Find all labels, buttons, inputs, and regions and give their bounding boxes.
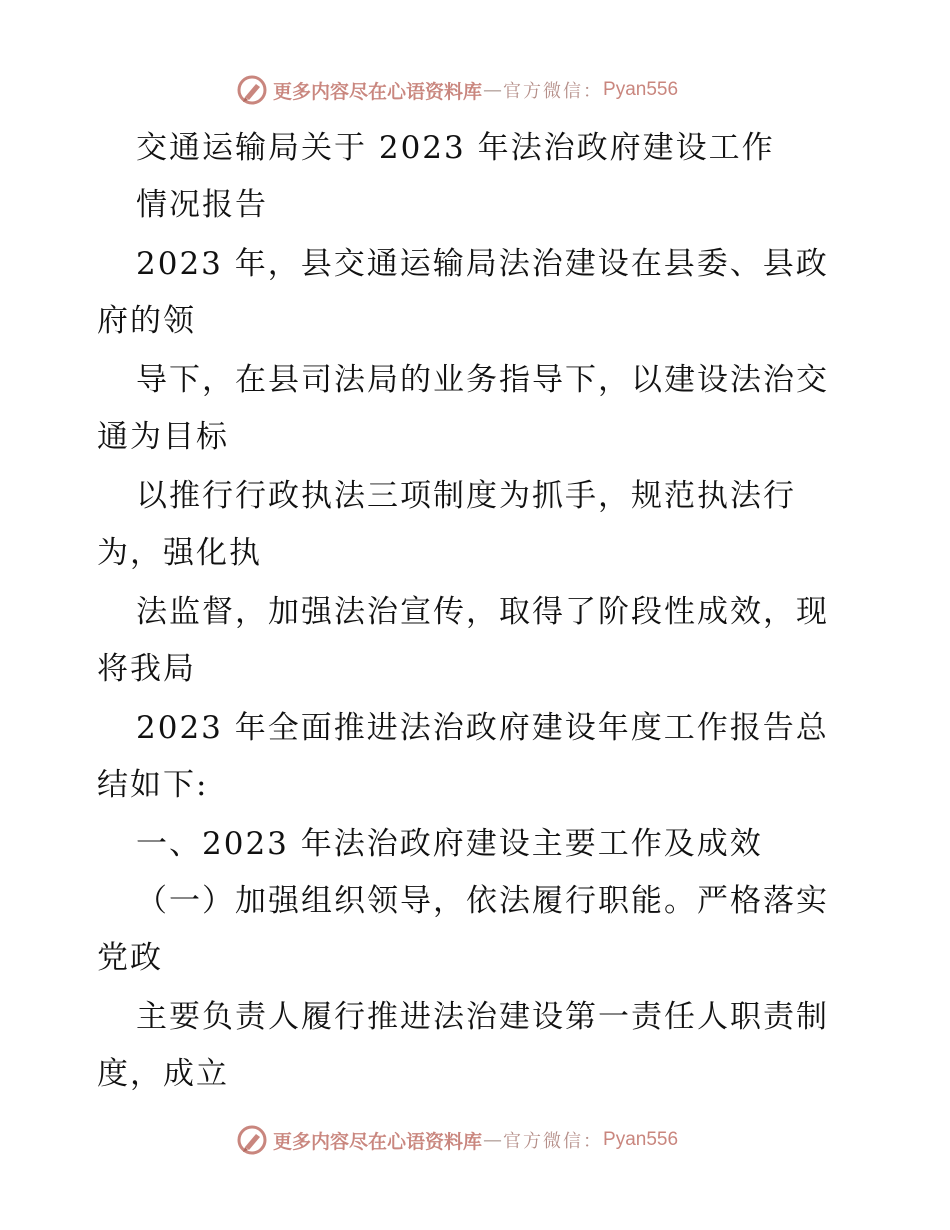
watermark-wechat-label: 官方微信： — [503, 1131, 604, 1152]
footer-watermark — [236, 1123, 678, 1157]
paragraph-line: 2023 年，县交通运输局法治建设在县委、县政 — [136, 246, 829, 282]
paragraph-line: 以推行行政执法三项制度为抓手，规范执法行 — [136, 478, 796, 514]
watermark-site-text: 更多内容尽在心语资料库 — [273, 1130, 483, 1153]
watermark-dash: — — [483, 1129, 503, 1151]
paragraph-line: 导下，在县司法局的业务指导下，以建设法治交 — [136, 362, 829, 398]
paragraph-line: 府的领 — [97, 303, 196, 339]
paragraph-line: 主要负责人履行推进法治建设第一责任人职责制 — [136, 999, 829, 1035]
paragraph-line: 法监督，加强法治宣传，取得了阶段性成效，现 — [136, 594, 829, 630]
paragraph-line: 为，强化执 — [97, 535, 262, 571]
paragraph-line: 通为目标 — [97, 419, 229, 455]
paragraph-line: 2023 年全面推进法治政府建设年度工作报告总 — [136, 710, 829, 746]
watermark-wechat-id: Pyan556 — [603, 1129, 679, 1150]
paragraph-line: 党政 — [97, 940, 163, 976]
watermark-dash: — — [483, 79, 503, 101]
paragraph-line: 结如下: — [97, 767, 209, 803]
section-heading: 一、2023 年法治政府建设主要工作及成效 — [136, 826, 763, 862]
subsection-line: （一）加强组织领导，依法履行职能。严格落实 — [136, 883, 829, 919]
title-line-1: 交通运输局关于 2023 年法治政府建设工作 — [136, 130, 775, 166]
title-line-2: 情况报告 — [136, 187, 268, 223]
pen-circle-logo-icon — [236, 74, 268, 106]
pen-circle-logo-icon — [236, 1124, 268, 1156]
paragraph-line: 将我局 — [97, 651, 196, 687]
watermark-wechat-id: Pyan556 — [603, 79, 679, 100]
paragraph-line: 度，成立 — [97, 1056, 229, 1092]
header-watermark — [236, 73, 678, 107]
watermark-wechat-label: 官方微信： — [503, 81, 604, 102]
watermark-site-text: 更多内容尽在心语资料库 — [273, 80, 483, 103]
